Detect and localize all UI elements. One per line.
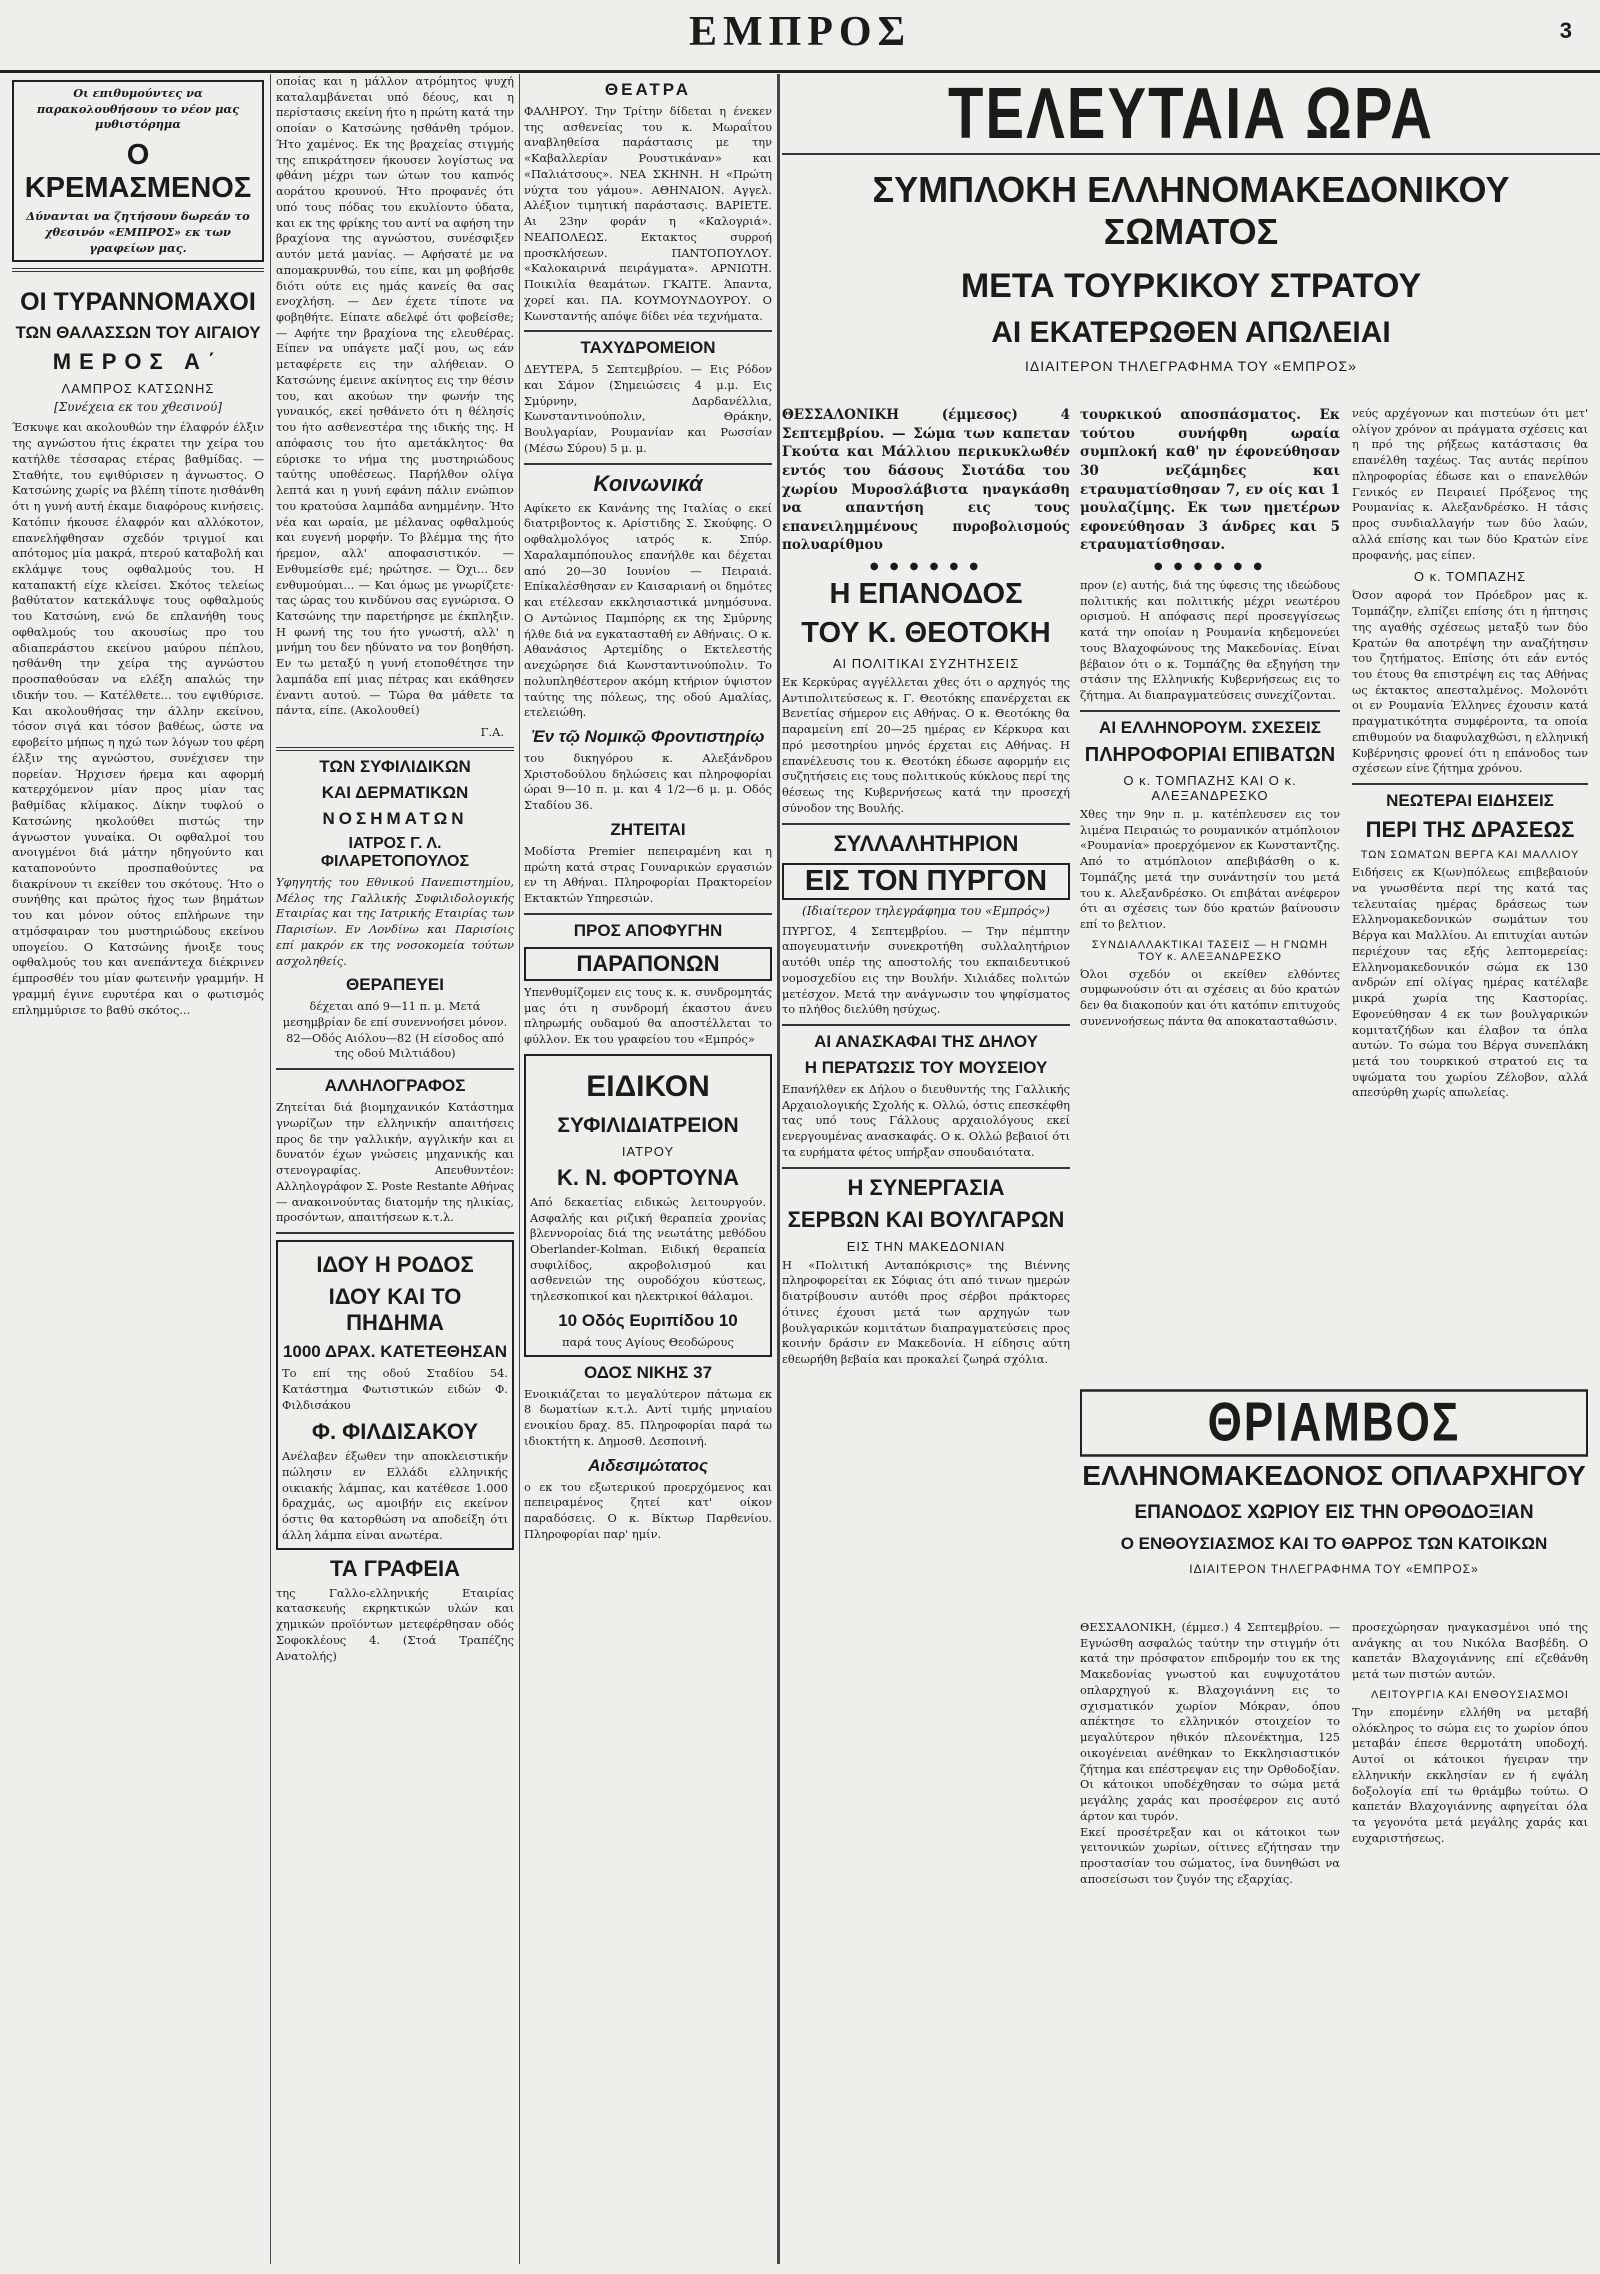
divider — [782, 1024, 1070, 1026]
ad-heading: Ἐν τῷ Νομικῷ Φροντιστηρίῳ — [531, 726, 765, 746]
ad-heading: Αιδεσιμώτατος — [588, 1455, 708, 1475]
story-subtitle: ΛΕΙΤΟΥΡΓΙΑ ΚΑΙ ΕΝΘΟΥΣΙΑΣΜΟΙ — [1371, 1688, 1569, 1701]
headline: ΕΠΑΝΟΔΟΣ ΧΩΡΙΟΥ ΕΙΣ ΤΗΝ ΟΡΘΟΔΟΞΙΑΝ — [1134, 1502, 1534, 1523]
masthead — [0, 0, 1600, 73]
ad-body: Το επί της οδού Σταδίου 54. Κατάστημα Φωτιστικών ειδών Φ. Φιλδισάκου — [282, 1366, 508, 1412]
ad-body: Από δεκαετίας ειδικώς λειτουργούν. Ασφαλής και ριζική θεραπεία χρονίας βλεννοροίας διά της νεωτάτης μεθόδου Oberlander-Kolman. Ειδική θεραπεία συφιλίδος, ακροβολισμού και ασθενειών της ουροδόχου κύστεως, τηλεσκοπικοί και ηλεκτρικοί θάλαμοι. — [530, 1194, 766, 1304]
ad-heading: ΤΑ ΓΡΑΦΕΙΑ — [329, 1555, 461, 1581]
section-title: Κοινωνικά — [593, 470, 703, 496]
story-body: ΘΕΣΣΑΛΟΝΙΚΗ, (έμμεσ.) 4 Σεπτεμβρίου. — Εγνώσθη ασφαλώς ταύτην την στιγμήν ότι κατά την πρόσφατον επιδρομήν του εκ της Μακεδονίας γνωστού και ευψυχοτάτου οπλαρχηγού κ. Βλαχογιάννη εις το σχισματικόν χωρίον Μόκραν, όπου απέκτησε το ελληνικόν στοιχείον το μεγαλύτερον ηθικόν πλεονέκτημα, 125 οικογένειαι ανέθηκαν το Εκκλησιαστικόν ζήτημα και επέστρεψαν εις την Ορθοδοξίαν. Οι κάτοικοι υποδέχθησαν το σώμα μετά μεγάλης χαράς και προσέφερον εις αυτό άρτον και τυρόν. — [1080, 1620, 1340, 1823]
ad-heading: ΙΔΟΥ Η ΡΟΔΟΣ — [316, 1252, 474, 1278]
ad-heading: ΚΑΙ ΔΕΡΜΑΤΙΚΩΝ — [321, 782, 469, 802]
divider — [1352, 783, 1588, 785]
serial-body-cont: οποίας και η μάλλον ατρόμητος ψυχή καταλαμβάνεται υπό δέους, και η περίστασις εκείνη ήτο η πρώτη κατά την οποίαν ο Κατσώνης ησθάνθη τρόμον. Ήτο χαμένος. Εκ της βραχείας στιγμής της επικράτησεν ήκουσεν λογίστως να φθάνη μέχρι των ώτων του καπνός αοράτου κρουνού. Ήτο προφανές ότι υπό τους πόδας του εκυλίοντο ύδατα, και εκ της φρίκης του αντί να αφήση την βραχίονα της αγνώστου, συνέσφιξεν αυτόν μετά μανίας. — Αφήσατέ με να απομακρυνθώ, του είπε, και μη φοβήσθε διότι ούτε εις ημάς κανείς θα σας ενοχλήση. — Δεν έχετε τίποτε να φοβηθήτε. Είπατε αδελφέ ότι φοβείσθε; — Αφήτε την βραχίονα της ελευθέρας. Είπεν να υπάγετε μαζί μου, ως εάν μεταφέρετε εις την αλήθειαν. Ο Κατσώνης έμεινε ακίνητος εις την θέσιν του, και ακούων την φωνήν της γυναικός, εκεί ησθάνετο ότι η θέλησίς του ήτο ασθενεστέρα της ιδικής της. Η απόφασις του ήτο αμετάκλητος· θα εύρισκε το νήμα της μυστηριώδους ταύτης υποθέσεως. Παρήλθον ολίγα λεπτά και η γυνή εφάνη πάλιν ενώπιον του κρατούσα λαμπάδα ανημμένην. Ήτο νέα και ωραία, με μέλανας οφθαλμούς και ευγενή μορφήν. Το βλέμμα της ήτο ήρεμον, αλλ' αποφασιστικόν. — Ενθυμείσθε εμέ; ηρώτησε. — Όχι... δεν ενθυμούμαι... — Και όμως με γνωρίζετε· τας ώρας του κινδύνου σας εγνώρισα. Ο Κατσώνης την παρετήρησε με έκπληξιν. Η φωνή της του ήτο γνωστή, αλλ' η μνήμη του δεν ηδύνατο να τον βοηθήση. Εν τω μεταξύ η γυνή ετοποθέτησε την λαμπάδα επί μιας πέτρας και εκάθησεν έναντι αυτού. — Τώρα θα μάθετε τα πάντα, είπε. (Ακολουθεί) — [276, 74, 514, 718]
story-body: προν (ε) αυτής, διά της ύφεσις της ιδεώδους πολιτικής και πολιτικής μέχρι νεωτέρου ορισμού. Η απόφασις περί προσεγγίσεως κατά την οποίαν η Ρουμανία κηδεμονεύει τους Βλαχοφώνους της Μακεδονίας. Είναι βέβαιον ότι ο κ. Τομπάζης θα εξηγήση την στάσιν της Ελληνικής Κυβερνήσεως εις το ζήτημα. Αι διαπραγματεύσεις συνεχίζονται. — [1080, 578, 1340, 703]
story-subtitle: ΕΙΣ ΤΗΝ ΜΑΚΕΔΟΝΙΑΝ — [846, 1238, 1006, 1254]
story-body: Εκεί προσέτρεξαν και οι κάτοικοι των γειτονικών χωρίων, οίτινες εζήτησαν την προστασίαν του σώματος, ίνα δυνηθώσι να αποσείσωσι τον ζυγόν της εξαρχίας. — [1080, 1824, 1340, 1886]
ad-heading: ΑΛΛΗΛΟΓΡΑΦΟΣ — [324, 1076, 466, 1096]
ad-heading: ΟΔΟΣ ΝΙΚΗΣ 37 — [583, 1362, 713, 1382]
column-1 — [12, 74, 264, 2264]
story-subtitle: (Ιδιαίτερον τηλεγράφημα του «Εμπρός») — [802, 903, 1050, 918]
notice-body: Υπενθυμίζομεν εις τους κ. κ. συνδρομητάς μας ότι η συνδρομή έκαστου άνευ πληρωμής ουδαμού θα αποστέλλεται το φύλλον. Εκ του γραφείου του «Εμπρός» — [524, 984, 772, 1047]
story-title: ΑΙ ΑΝΑΣΚΑΦΑΙ ΤΗΣ ΔΗΛΟΥ — [814, 1032, 1038, 1052]
page-number: 3 — [1559, 18, 1572, 43]
theatre-listings: ΦΑΛΗΡΟΥ. Την Τρίτην δίδεται η ένεκεν της ασθενείας του κ. Μωραΐτου αναβληθείσα παράστασις με την «Καβαλλερίαν Ρουστικάναν» και «Παλιάτσους». ΝΕΑ ΣΚΗΝΗ. Η «Πρώτη νύχτα του γάμου». ΑΘΗΝΑΙΟΝ. Αγγελ. Αλέξιον τιμητική παράστασις. ΒΑΡΙΕΤΕ. Αι 23ην φοράν η «Καλογριά». ΝΕΑΠΟΛΕΩΣ. Εκτακτος συρροή προσκλήσεων. ΠΑΝΤΟΠΟΥΛΟΥ. «Καλοκαιρινά πειράγματα». ΑΡΝΙΩΤΗ. Ποικιλία θεαμάτων. ΓΚΑΙΤΕ. Άπαντα, χορεί και. ΠΑ. ΚΟΥΜΟΥΝΔΟΥΡΟΥ. Ο Κωνσταντής απόψε δίδει νέα τεχνήματα. — [524, 104, 772, 323]
story-body: Επανήλθεν εκ Δήλου ο διευθυντής της Γαλλικής Αρχαιολογικής Σχολής κ. Ολλώ, όστις επεσκέφθη τας υπό τους Γάλλους αρχαιολόγους εκεί ενεργουμένας ανασκαφάς. Ο κ. Ολλώ βεβαιοί ότι τα ευρήματα φέτος υπήρξαν σπουδαιότατα. — [782, 1082, 1070, 1159]
ad-doctor-name: ΙΑΤΡΟΣ Γ. Λ. ΦΙΛΑΡΕΤΟΠΟΥΛΟΣ — [320, 834, 470, 870]
story-body: προσεχώρησαν ηναγκασμένοι υπό της ανάγκης αι του Νικόλα Βασβέδη. Ο καπετάν Βλαχογιάννης επί εζεθάνθη μετά των πιστών αυτών. — [1352, 1620, 1588, 1682]
column-3 — [524, 74, 772, 2264]
banner-headline: ΘΡΙΑΜΒΟΣ — [1080, 1389, 1588, 1457]
serial-body: Έσκυψε και ακολουθών την έλαφρόν έλξιν της αγνώστου ήτις έκρατει την χείρα του κατήλθε τέσσαρας ετέρας βαθμίδας. — Σταθήτε, του εψιθύρισεν η άγνωστος. Ο Κατσώνης χωρίς να βλέπη τίποτε ηισθάνθη ότι η γυνή αυτή έκαμε διαφόρους κινήσεις. Κατόπιν ήκουσε έλαφρόν και αλλόκοτον, επανελήφθησαν σχεδόν τριγμοί και απότομος μία μακρά, πτερού καταβολή και εκλάμψε τους οφθαλμούς του. Η καταπακτή είχε κλείσει. Σκότος τελείως βαθύτατον κατεκάλυψε τους οφθαλμούς του Κατσώνη, ενώ δε επλανήθη τους οφθαλμούς του ακουσίως προ του αδιαπεράστου εκείνου μαύρου πέπλου, ησθάνθη την χείρα της αγνώστου προσπαθούσαν να ελέξη απαλώς την ιδικήν του. — Κατέλθετε... του εψιθύρισε. Και ακολουθήσας την άλλην εκείνου, τόσον σιγά και τόσον βαθέως, ώστε να εφοβείτο μήπως η ηχώ των λόγων του φέρη έλξιν της αγνώστου, συνέχισεν την πορείαν. Ήρχισεν ήρεμα και αφορμή κατερχόμενον μίαν προς μίαν τας βαθμίδας κλίμακος. Δίκην τυφλού ο Κατσώνης ηκολούθει πιστώς την άγνωστον γυναίκα. Οι οφθαλμοί του ανοιγμένοι διά μάτην ηδηγούντο και καταπονούντο προσπαθούντες να διακρίνουν τι εκείθεν του σκότους. Ήτο ο συνήθης και πρώτος ήχος των βημάτων του και μόνον ούτος επλήρωνε την ατμόσφαιραν του μυστηριώδους εκείνου υπογείου. Ο Κατσώνης ήνοιξε τους οφθαλμούς του και ανεπάντεχα διέκρινεν έμπροσθέν του μίαν φωτεινήν γραμμήν. Η γραμμή έγινε ευρυτέρα και ο φωτισμός επλημμύρισε το βαθύ σκότος... — [12, 420, 264, 1017]
divider — [524, 330, 772, 332]
ad-heading: 1000 ΔΡΑΧ. ΚΑΤΕΤΕΘΗΣΑΝ — [282, 1342, 508, 1362]
story-title: Η ΕΠΑΝΟΔΟΣ — [829, 578, 1023, 610]
headline: ΜΕΤΑ ΤΟΥΡΚΙΚΟΥ ΣΤΡΑΤΟΥ — [960, 267, 1422, 305]
story-body: Εκ Κερκύρας αγγέλλεται χθες ότι ο αρχηγός της Αντιπολιτεύσεως κ. Γ. Θεοτόκης επανέρχεται εκ Βενετίας σήμερον εις Αθήνας. Ο κ. Θεοτόκης θα παραμείνη επί 20—25 ημέρας εν Κέρκυρα και πρό μεσοτηρίου μηνός έρχεται εις Αθήνας. Η επανέλευσις του κ. Θεοτόκη έδωσε αφορμήν εις συζητήσεις εις τους πολιτικούς κύκλους περί της θέσεως της Κυβερνήσεως κατά την προσεχή σύνοδον της Βουλής. — [782, 675, 1070, 815]
story-body: Η «Πολιτική Ανταπόκρισις» της Βιέννης πληροφορείται εκ Σόφιας ότι από τινων ημερών διατρίβουσιν αυτόθι προς σέρβοι πράκτορες ότινες έχουσι μετά των αρχηγών των βουλγαρικών κομιτάτων διαπραγματεύσεις προς κοινήν δράσιν εν Μακεδονία. Η είδησις αύτη εθεωρήθη βεβαία και προκαλεί ζωηρά σχόλια. — [782, 1257, 1070, 1367]
column-6-lower — [1352, 1620, 1588, 2264]
serial-promo — [12, 80, 264, 262]
banner-headline: ΤΕΛΕΥΤΑΙΑ ΩΡΑ — [947, 72, 1435, 155]
story-subtitle: Ο κ. ΤΟΜΠΑΖΗΣ — [1413, 569, 1527, 585]
column-rule — [777, 74, 780, 2264]
serial-title: ΟΙ ΤΥΡΑΝΝΟΜΑΧΟΙ — [20, 288, 256, 317]
ad-hours: δέχεται από 9—11 π. μ. Μετά μεσημβρίαν δε επί συνεννοήσει μόνον. 82—Οδός Αιόλου—82 (Η είσοδος από της οδού Μιλτιάδου) — [282, 999, 508, 1061]
social-news: Αφίκετο εκ Κανάνης της Ιταλίας ο εκεί διατριβοντος κ. Αρίστιδης Σ. Σκούφης. Ο οφθαλμολόγος ιατρός κ. Σπύρ. Χαραλαμπόπουλος επανήλθε και δέχεται από 20—30 Ιουνίου — Πειραιά. Επίκαλέσθησαν εν Καισαριανή οι δημότες και ετέλεσαν εκκλησιαστικά μνημόσυνα. Ο Αντώνιος Παμπόρης εκ της Σμύρνης ήλθε διά να εγκατασταθή εν Αθήναις. Ο κ. Αθανάσιος Αρτεμίδης ο Εκτελεστής ανεχώρησε διά Κωνσταντινούπολιν. Το πολυπληθέστερον ακόμη κτήριον ύψιστον ταύτης της πόλεως, της οδού Αμαλίας, ετελειώθη. — [524, 500, 772, 720]
section-title: ΤΑΧΥΔΡΟΜΕΙΟΝ — [580, 338, 716, 358]
story-title: ΕΙΣ ΤΟΝ ΠΥΡΓΟΝ — [782, 863, 1070, 900]
notice-title: ΠΡΟΣ ΑΠΟΦΥΓΗΝ — [573, 920, 723, 940]
divider — [782, 1167, 1070, 1169]
story-body: Ειδήσεις εκ Κ(ων)πόλεως επιβεβαιούν να γνωσθέντα περί της κατά τας τελευταίας ημέρας δράσεως των Ελληνομακεδονικών σωμάτων του Βέργα και Μαλλίου. Αι επιτυχίαι αυτών περιέχουν τας εξής λεπτομερείας: Ελληνομακεδονικόν σώμα εκ 130 ανδρών επί ολίγας ημέρας κατέλαβε μικρά χωρία της Καστορίας. Εφονεύθησαν 4 εκ των βουλγαρικών κομιτατζήδων και έλαβον τα όπλα αυτών. Το σώμα του Βέργα συνεπλάκη μετά του τουρκικού στρατού εις τα υψώματα του χωρίου Ζέλοβον, αλλά απεσύρθη χωρίς απωλείας. — [1352, 865, 1588, 1100]
ad-doctor-name: Κ. Ν. ΦΟΡΤΟΥΝΑ — [556, 1164, 740, 1190]
ad-body: του δικηγόρου κ. Αλεξάνδρου Χριστοδούλου δηλώσεις και πληροφορίαι ώραι 9—10 π. μ. και 4 1/2—6 μ. μ. Οδός Σταδίου 36. — [524, 750, 772, 813]
divider: ● ● ● ● ● ● — [1153, 561, 1267, 572]
newspaper-title: ΕΜΠΡΟΣ — [688, 9, 912, 55]
telegram-source: ΙΔΙΑΙΤΕΡΟΝ ΤΗΛΕΓΡΑΦΗΜΑ ΤΟΥ «ΕΜΠΡΟΣ» — [1025, 358, 1357, 374]
story-body: ΠΥΡΓΟΣ, 4 Σεπτεμβρίου. — Την πέμπτην απογευματινήν συνεκροτήθη συλλαλητήριον αυτόθι υπέρ της αποστολής του εκπαιδευτικού νομοσχεδίου εις την Βουλήν. Χιλιάδες πολιτών μετέσχον. Μετά την ανάγνωσιν του ψηφίσματος το πλήθος διελύθη ησύχως. — [782, 923, 1070, 1017]
story-body: Χθες την 9ην π. μ. κατέπλευσεν εις τον λιμένα Πειραιώς το ρουμανικόν ατμόπλοιον «Ρουμανία» προερχόμενον εκ Κωνσταντζης. Από το ατμόπλοιον απεβιβάσθη ο κ. Τομπάζης μετά την συνάντησίν του μετά του κ. Αλεξανδρέσκο. Οι επιβάται ανέφερον ότι αι σχέσεις των δύο κρατών βαίνουσιν επί το βελτιον. — [1080, 806, 1340, 932]
notice-title: ΠΑΡΑΠΟΝΩΝ — [524, 947, 772, 981]
divider — [524, 913, 772, 915]
ad-heading: ΤΩΝ ΣΥΦΙΛΙΔΙΚΩΝ — [319, 756, 471, 776]
ad-body: Μοδίστα Premier πεπειραμένη και η πρώτη κατά στρας Γουναρικών εργασιών εν τη Αθήναι. Πληροφορίαι Πρακτορείον Εκτακτών Υπηρεσιών. — [524, 843, 772, 906]
story-title: ΠΕΡΙ ΤΗΣ ΔΡΑΣΕΩΣ — [1365, 817, 1575, 843]
story-body: νεύς αρχέγονων και πιστεύων ότι μετ' ολίγον χρόνον αι πράγματα σχέσεις και η πρό της ρήξεως κατάστασις θα επανέλθη ταχέως. Τας αυτάς περίπου πληροφορίας έδωσε και ο επανελθών Γενικός εν Πειραιεί Πρόξενος της Ρουμανίας κ. Αλεξανδρέσκο. Η τάσις προς συνδιαλλαγήν των δύο λαών, αλλά επίσης και των δύο Κρατών είνε προφανής, μας είπεν. — [1352, 406, 1588, 562]
lead-story: ΘΕΣΣΑΛΟΝΙΚΗ (έμμεσος) 4 Σεπτεμβρίου. — Σώμα των καπεταν Γκούτα και Μάλλιου περικυκλωθέν εντός του δάσους Σιοτάδα του χωρίου Μυροσλάβιστα ηναγκάσθη να απαντήση εις τους επανειλημμένους πυροβολισμούς πολυαρίθμου — [782, 407, 1070, 554]
story-body: Όσον αφορά τον Πρόεδρον μας κ. Τομπάζην, ελπίζει επίσης ότι η ήπτησις της αγαθής σχέσεως μεταξύ των δύο Κρατών θα αποτρέψη την αναζήτησιν του ζητήματος. Επίσης ότι εάν εντός του έτους θα επιστρέψη εις τας Αθήνας ως έκτακτος απεσταλμένος. Μολονότι οι εν Ρουμανία Έλληνες έχουσιν κατά πραγματικότητα συμφέροντα, τα οποία επιθυμούν να διαφυλαχθώσι, η ελληνική Κυβέρνησις φρονεί ότι η επάνοδος των σχέσεων είνε ζήτημα χρόνου. — [1352, 588, 1588, 776]
ad-body: Ενοικιάζεται το μεγαλύτερον πάτωμα εκ 8 δωματίων κ.τ.λ. Αντί τιμής μηνιαίου ενοικίου δραχ. 85. Πληροφορίαι παρά τω ιδιοκτήτη κ. Δημοσθ. Δεσποινή. — [524, 1386, 772, 1448]
story-title: ΣΕΡΒΩΝ ΚΑΙ ΒΟΥΛΓΑΡΩΝ — [787, 1206, 1065, 1232]
story-title: ΤΟΥ Κ. ΘΕΟΤΟΚΗ — [801, 617, 1051, 649]
column-4 — [782, 406, 1070, 2264]
ad-heading: ΖΗΤΕΙΤΑΙ — [610, 819, 686, 839]
story-title: ΣΥΛΛΑΛΗΤΗΡΙΟΝ — [833, 830, 1019, 856]
divider — [12, 268, 264, 272]
story-title: ΝΕΩΤΕΡΑΙ ΕΙΔΗΣΕΙΣ — [1386, 791, 1554, 811]
headline: ΕΛΛΗΝΟΜΑΚΕΔΟΝΟΣ ΟΠΛΑΡΧΗΓΟΥ — [1082, 1460, 1586, 1491]
story-subtitle: ΑΙ ΠΟΛΙΤΙΚΑΙ ΣΥΖΗΤΗΣΕΙΣ — [832, 656, 1020, 671]
ad-heading: ΕΙΔΙΚΟΝ — [586, 1069, 710, 1103]
ad-address: 10 Οδός Ευριπίδου 10 — [558, 1310, 738, 1330]
story-subtitle: Ο κ. ΤΟΜΠΑΖΗΣ ΚΑΙ Ο κ. ΑΛΕΞΑΝΔΡΕΣΚΟ — [1123, 772, 1297, 803]
serial-subtitle: ΤΩΝ ΘΑΛΑΣΣΩΝ ΤΟΥ ΑΙΓΑΙΟΥ — [15, 323, 261, 343]
headline: ΑΙ ΕΚΑΤΕΡΩΘΕΝ ΑΠΩΛΕΙΑΙ — [991, 316, 1391, 349]
serial-part: ΜΕΡΟΣ Α΄ — [52, 349, 224, 375]
ad-heading: ΘΕΡΑΠΕΥΕΙ — [346, 975, 444, 995]
story-body: Την επομένην ελλήθη να μεταβή ολόκληρος το σώμα εις το χωρίον όπου μεταβάν έπεσε θερμοτάτη υποδοχή. Αυτοί οι κάτοικοι ήγειραν την ελληνικήν εκκλησίαν εν ή εψάλη δοξολογία επί τω θριάμβω τούτω. Ο καπετάν Βλαχογιάννης αφηγείται όλα τα γεγονότα μετά μεγάλης χαράς και ευχαριστήσεως. — [1352, 1704, 1588, 1845]
divider — [276, 1232, 514, 1234]
story-title: ΑΙ ΕΛΛΗΝΟΡΟΥΜ. ΣΧΕΣΕΙΣ — [1099, 717, 1321, 737]
ad-body: Υφηγητής του Εθνικού Πανεπιστημίου, Μέλος της Γαλλικής Συφιλιδολογικής Εταιρίας και της Ιατρικής Εταιρίας των Παρισίων. Εν Λονδίνω και Παρισίοις επί μακρόν εκ της νοσοκομεία τούτων ασχοληθείς. — [276, 874, 514, 968]
divider — [782, 823, 1070, 825]
story-title: ΠΛΗΡΟΦΟΡΙΑΙ ΕΠΙΒΑΤΩΝ — [1084, 743, 1336, 766]
headline: ΣΥΜΠΛΟΚΗ ΕΛΛΗΝΟΜΑΚΕΔΟΝΙΚΟΥ ΣΩΜΑΤΟΣ — [872, 169, 1510, 252]
story-subtitle: Η ΠΕΡΑΤΩΣΙΣ ΤΟΥ ΜΟΥΣΕΙΟΥ — [804, 1058, 1048, 1078]
ad-heading: ΣΥΦΙΛΙΔΙΑΤΡΕΙΟΝ — [557, 1113, 739, 1137]
column-rule — [519, 74, 520, 2264]
story-subtitle: ΣΥΝΔΙΑΛΛΑΚΤΙΚΑΙ ΤΑΣΕΙΣ — Η ΓΝΩΜΗ ΤΟΥ κ. ΑΛΕΞΑΝΔΡΕΣΚΟ — [1091, 938, 1329, 963]
telegram-source: ΙΔΙΑΙΤΕΡΟΝ ΤΗΛΕΓΡΑΦΗΜΑ ΤΟΥ «ΕΜΠΡΟΣ» — [1189, 1562, 1479, 1576]
column-5-upper — [1080, 406, 1340, 1386]
divider — [1080, 710, 1340, 712]
serial-signature: Γ.Α. — [480, 725, 504, 740]
divider — [524, 463, 772, 465]
promo-line: Δύνανται να ζητήσουν δωρεάν το χθεσινόν «ΕΜΠΡΟΣ» εκ των γραφείων μας. — [26, 209, 250, 255]
column-2 — [276, 74, 514, 2264]
headline: Ο ΕΝΘΟΥΣΙΑΣΜΟΣ ΚΑΙ ΤΟ ΘΑΡΡΟΣ ΤΩΝ ΚΑΤΟΙΚΩΝ — [1120, 1534, 1548, 1553]
column-5-lower — [1080, 1620, 1340, 2264]
serial-author: ΛΑΜΠΡΟΣ ΚΑΤΣΩΝΗΣ — [61, 381, 215, 397]
divider — [276, 1068, 514, 1070]
ad-body: Ζητείται διά βιομηχανικόν Κατάστημα γνωρίζων την ελληνικήν απαιτήσεις προς δε την γαλλικήν, αγγλικήν και ει δυνατόν έχων γνώσεις μηχανικής και στενογραφίας. Απευθυντέον: Αλληλογράφον Σ. Poste Restante Αθήνας — ανακοινούντας διατομήν της ηλικίας, προσόντων, απαιτήσεων κ.τ.λ. — [276, 1100, 514, 1225]
ad-heading: ΙΔΟΥ ΚΑΙ ΤΟ ΠΗΔΗΜΑ — [328, 1284, 462, 1336]
promo-title: Ο ΚΡΕΜΑΣΜΕΝΟΣ — [24, 139, 252, 205]
post-office-schedule: ΔΕΥΤΕΡΑ, 5 Σεπτεμβρίου. — Εις Ρόδον και Σάμον (Σημειώσεις 4 μ.μ. Εις Σμύρνην, Δαρδανέλλια, Κωνσταντινούπολιν, Θράκην, Βουλγαρίαν, Ρουμανίαν και Ρωσσίαν (Μέσω Σύρου) 5 μ. μ. — [524, 362, 772, 455]
clinic-ad — [524, 1054, 772, 1357]
lottery-ad — [276, 1240, 514, 1550]
ad-body: της Γαλλο-ελληνικής Εταιρίας κατασκευής εκρηκτικών υλών και χημικών προϊόντων μετεφέρθησαν οδός Σοφοκλέους 4. (Στοά Τραπέζης Ανατολής) — [276, 1585, 514, 1663]
serial-continued: [Συνέχεια εκ του χθεσινού] — [54, 400, 222, 415]
ad-heading: ΙΑΤΡΟΥ — [621, 1143, 675, 1159]
ad-address-note: παρά τους Αγίους Θεοδώρους — [562, 1334, 734, 1349]
ad-name: Φ. ΦΙΛΔΙΣΑΚΟΥ — [311, 1419, 479, 1445]
story-body: Όλοι σχεδόν οι εκείθεν ελθόντες συμφωνούσιν ότι αι σχέσεις αι δύο κρατών δεν θα διακοπούν και ότι κατόπιν επιτυχούς συνεννοήσεως πάντα θα αποκατασταθώσιν. — [1080, 966, 1340, 1028]
divider: ● ● ● ● ● ● — [869, 561, 983, 572]
story-title: Η ΣΥΝΕΡΓΑΣΙΑ — [847, 1174, 1005, 1200]
promo-line: Οι επιθυμούντες να παρακολουθήσουν το νέον μας μυθιστόρημα — [36, 86, 240, 132]
ad-body: Ανέλαβεν έξωθεν την αποκλειστικήν πώλησιν εν Ελλάδι ελληνικής οικιακής λάμπας, και κατέθεσε 1.000 δραχμάς, ως αμοιβήν εις εκείνον όστις θα κατορθώση να αποδείξη ότι άλλη λάμπα είναι ανωτέρα. — [282, 1449, 508, 1542]
triumph-headline — [1080, 1390, 1588, 1584]
section-title: ΘΕΑΤΡΑ — [604, 80, 692, 99]
column-rule — [270, 74, 271, 2264]
ad-heading: ΝΟΣΗΜΑΤΩΝ — [322, 808, 468, 828]
ad-body: ο εκ του εξωτερικού προερχόμενος και πεπειραμένος ζητεί κατ' οίκον παραδόσεις. Ο κ. Βίκτωρ Παρθενίου. Πληροφορίαι παρ' ημίν. — [524, 1479, 772, 1541]
story-subtitle: ΤΩΝ ΣΩΜΑΤΩΝ ΒΕΡΓΑ ΚΑΙ ΜΑΛΛΙΟΥ — [1360, 849, 1580, 862]
divider — [276, 747, 514, 751]
lead-story-cont: τουρκικού αποσπάσματος. Εκ τούτου συνήφθη ωραία συμπλοκή καθ' ην έφονεύθησαν 30 νεζάμηδες και ετραυματίσθησαν 7, εν οίς και 1 μουλαζίμης. Εκ των ημετέρων εφονεύθησαν 3 άνδρες και 5 ετραυματίσθησαν. — [1080, 407, 1340, 554]
column-6 — [1352, 74, 1588, 1386]
